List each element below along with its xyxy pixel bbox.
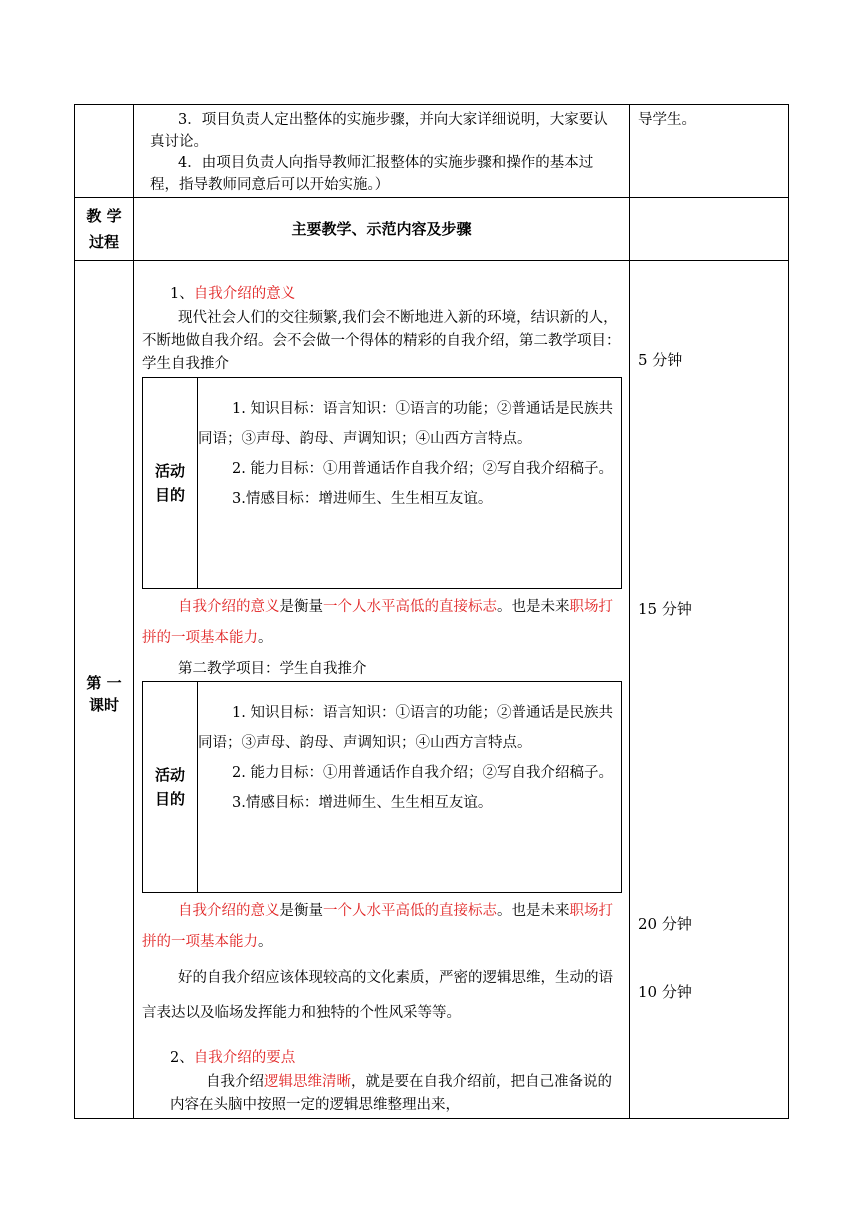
empty-cell <box>75 105 134 198</box>
activity-box-2 <box>142 681 622 893</box>
meaning-text: 。 <box>258 630 273 646</box>
meaning-text: 。也是未来 <box>497 599 570 615</box>
time-header-cell <box>630 198 789 261</box>
step-4: 4．由项目负责人向指导教师汇报整体的实施步骤和操作的基本过程，指导教师同意后可以开始实施。） <box>150 155 594 193</box>
time-column-cell <box>630 261 789 1119</box>
time-5min: 5 分钟 <box>638 351 683 369</box>
meaning-standard: 一个人水平高低的直接标志 <box>323 903 497 919</box>
activity-label-2: 活动 目的 <box>154 766 185 808</box>
step-3: 3．项目负责人定出整体的实施步骤，并向大家详细说明，大家要认真讨论。 <box>150 112 608 150</box>
time-10min: 10 分钟 <box>638 983 692 1001</box>
lesson-label-cell <box>75 261 134 1119</box>
goal-ability-1: 2. 能力目标：①用普通话作自我介绍；②写自我介绍稿子。 <box>232 461 613 477</box>
meaning-ability: 职场打拼的一项基本能力 <box>142 903 613 950</box>
points-text: 自我介绍 <box>206 1074 264 1090</box>
meaning-term: 自我介绍的意义 <box>178 599 280 615</box>
section2-number: 2、 <box>170 1050 194 1066</box>
points-text: ，就是要在自我介绍前，把自己准备说的内容在头脑中按照一定的逻辑思维整理出来， <box>170 1074 612 1113</box>
section1-title: 自我介绍的意义 <box>193 286 296 302</box>
meaning-text: 是衡量 <box>279 599 323 615</box>
process-header: 教 学 过程 <box>86 207 122 251</box>
points-logic: 逻辑思维清晰 <box>264 1074 351 1090</box>
time-15min: 15 分钟 <box>638 600 692 618</box>
content-header-cell <box>134 198 630 261</box>
time-20min: 20 分钟 <box>638 915 692 933</box>
activity-box-1 <box>142 377 622 589</box>
meaning-term: 自我介绍的意义 <box>178 903 280 919</box>
activity-label-cell-1 <box>143 378 198 589</box>
meaning-text: 是衡量 <box>279 903 323 919</box>
process-header-cell <box>75 198 134 261</box>
meaning-text: 。也是未来 <box>497 903 570 919</box>
goal-knowledge-2: 1. 知识目标：语言知识：①语言的功能；②普通话是民族共同语；③声母、韵母、声调知识；④山西方言特点。 <box>198 705 613 751</box>
meaning-paragraph-2 <box>142 896 625 958</box>
goal-emotion-1: 3.情感目标：增进师生、生生相互友谊。 <box>232 491 493 507</box>
project2-line: 第二教学项目：学生自我推介 <box>178 661 367 677</box>
meaning-paragraph-1 <box>142 592 625 654</box>
steps-cell <box>134 105 630 198</box>
goal-emotion-2: 3.情感目标：增进师生、生生相互友谊。 <box>232 795 493 811</box>
good-intro-paragraph: 好的自我介绍应该体现较高的文化素质，严密的逻辑思维，生动的语言表达以及临场发挥能力和独特的个性风采等等。 <box>142 970 613 1021</box>
section2-title: 自我介绍的要点 <box>193 1050 296 1066</box>
lesson-content-cell <box>134 261 630 1119</box>
activity-label-1: 活动 目的 <box>154 462 185 504</box>
lesson-label: 第 一 课时 <box>86 673 122 714</box>
meaning-ability: 职场打拼的一项基本能力 <box>142 599 613 646</box>
section1-number: 1、 <box>170 286 194 302</box>
activity-goals-2 <box>198 682 622 893</box>
section1-heading <box>170 283 295 306</box>
lesson-plan-table <box>74 104 789 1119</box>
guide-text: 导学生。 <box>638 112 696 128</box>
guide-cell <box>630 105 789 198</box>
intro-paragraph: 现代社会人们的交往频繁,我们会不断地进入新的环境，结识新的人，不断地做自我介绍。会不会做一个得体的精彩的自我介绍，第二教学项目：学生自我推介 <box>142 310 621 372</box>
meaning-text: 。 <box>258 934 273 950</box>
goal-ability-2: 2. 能力目标：①用普通话作自我介绍；②写自我介绍稿子。 <box>232 765 613 781</box>
meaning-standard: 一个人水平高低的直接标志 <box>323 599 497 615</box>
activity-goals-1 <box>198 378 622 589</box>
section2-heading <box>170 1047 295 1070</box>
goal-knowledge-1: 1. 知识目标：语言知识：①语言的功能；②普通话是民族共同语；③声母、韵母、声调知识；④山西方言特点。 <box>198 401 613 447</box>
points-paragraph <box>170 1071 625 1117</box>
activity-label-cell-2 <box>143 682 198 893</box>
content-header: 主要教学、示范内容及步骤 <box>291 220 472 238</box>
